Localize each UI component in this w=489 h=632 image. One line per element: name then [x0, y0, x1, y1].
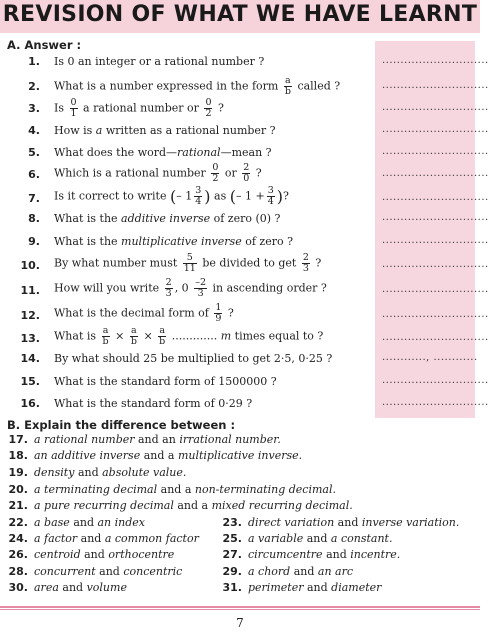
answer-blank: ............................. — [382, 192, 489, 203]
question-text: What is the decimal form of $\frac{1}{9}$ ? — [54, 302, 234, 324]
question-text: What is $\frac{a}{b}$ × $\frac{a}{b}$ × $\frac{a}{b}$ ............. m times equal to ? — [54, 325, 324, 347]
footer-rule — [0, 606, 480, 608]
answer-blank: ............................. — [382, 146, 489, 157]
difference-item-21: 21. a pure recurring decimal and a mixed recurring decimal. — [8, 499, 353, 512]
answer-blank: ............................. — [382, 55, 489, 66]
difference-item-29: 29. a chord and an arc — [222, 565, 354, 578]
difference-item-19: 19. density and absolute value. — [8, 466, 187, 479]
page-title: REVISION OF WHAT WE HAVE LEARNT — [2, 2, 478, 27]
fraction: $\frac{5}{11}$ — [183, 252, 196, 274]
fraction: $\frac{2}{3}$ — [302, 252, 309, 274]
answer-blank: ............................. — [382, 80, 489, 91]
answer-blank: ............................. — [382, 309, 489, 320]
difference-item-26: 26. centroid and orthocentre — [8, 548, 175, 561]
fraction: $\frac{1}{9}$ — [215, 302, 222, 324]
question-number: 4. — [28, 124, 40, 137]
difference-item-27: 27. circumcentre and incentre. — [222, 548, 401, 561]
difference-item-25: 25. a variable and a constant. — [222, 532, 393, 545]
question-text: What does the word—rational—mean ? — [54, 146, 272, 159]
question-text: Is $\frac{0}{1}$ a rational number or $\frac{0}{2}$ ? — [54, 97, 224, 119]
question-number: 12. — [20, 309, 40, 322]
question-text: What is the standard form of 1500000 ? — [54, 375, 277, 388]
answer-blank: ............................. — [382, 124, 489, 135]
answer-blank: ............................. — [382, 375, 489, 386]
difference-item-20: 20. a terminating decimal and a non-terminating decimal. — [8, 483, 336, 496]
fraction: $\frac{3}{4}$ — [195, 185, 202, 207]
difference-item-23: 23. direct variation and inverse variation. — [222, 516, 460, 529]
answer-blank: ............................. — [382, 235, 489, 246]
fraction: $\frac{0}{1}$ — [70, 97, 77, 119]
fraction: $\frac{0}{2}$ — [205, 97, 212, 119]
question-number: 1. — [28, 55, 40, 68]
answer-blank: ............, ............ — [382, 352, 478, 363]
fraction: $\frac{2}{3}$ — [165, 277, 172, 299]
answer-blank: ............................. — [382, 259, 489, 270]
question-text: What is the multiplicative inverse of zero ? — [54, 235, 293, 248]
answer-blank: ............................. — [382, 168, 489, 179]
question-text: What is the standard form of 0·29 ? — [54, 397, 253, 410]
question-number: 3. — [28, 102, 40, 115]
section-b-heading: B. Explain the difference between : — [7, 418, 236, 432]
question-number: 15. — [20, 375, 40, 388]
fraction: $\frac{a}{b}$ — [159, 325, 166, 347]
difference-item-31: 31. perimeter and diameter — [222, 581, 382, 594]
answer-blank: ............................. — [382, 332, 489, 343]
question-number: 5. — [28, 146, 40, 159]
question-number: 6. — [28, 168, 40, 181]
difference-item-17: 17. a rational number and an irrational number. — [8, 433, 281, 446]
question-text: Is 0 an integer or a rational number ? — [54, 55, 265, 68]
fraction: $\frac{2}{0}$ — [243, 162, 250, 184]
question-number: 11. — [20, 284, 40, 297]
question-text: How is a written as a rational number ? — [54, 124, 276, 137]
difference-item-30: 30. area and volume — [8, 581, 127, 594]
section-a-heading: A. Answer : — [7, 38, 82, 52]
answer-blank: ............................. — [382, 102, 489, 113]
question-text: How will you write $\frac{2}{3}$ , 0 $\frac{-2}{3}$ in ascending order ? — [54, 277, 327, 299]
difference-item-22: 22. a base and an index — [8, 516, 145, 529]
answer-blank: ............................. — [382, 397, 489, 408]
question-number: 2. — [28, 80, 40, 93]
question-number: 7. — [28, 192, 40, 205]
fraction: $\frac{a}{b}$ — [284, 75, 291, 97]
question-text: Is it correct to write (– 1 $\frac{3}{4}$ ) as (– 1 + $\frac{3}{4}$ )? — [54, 185, 289, 207]
question-number: 16. — [20, 397, 40, 410]
fraction: $\frac{-2}{3}$ — [195, 277, 206, 299]
fraction: $\frac{a}{b}$ — [130, 325, 137, 347]
fraction: $\frac{a}{b}$ — [102, 325, 109, 347]
question-number: 14. — [20, 352, 40, 365]
question-text: Which is a rational number $\frac{0}{2}$ or $\frac{2}{0}$ ? — [54, 162, 262, 184]
page-number: 7 — [236, 616, 244, 630]
footer-rule-thin — [0, 609, 480, 610]
answer-blank: ............................. — [382, 284, 489, 295]
difference-item-24: 24. a factor and a common factor — [8, 532, 199, 545]
difference-item-28: 28. concurrent and concentric — [8, 565, 183, 578]
fraction: $\frac{0}{2}$ — [212, 162, 219, 184]
question-text: By what should 25 be multiplied to get 2·5, 0·25 ? — [54, 352, 333, 365]
question-text: What is the additive inverse of zero (0) ? — [54, 212, 281, 225]
question-number: 8. — [28, 212, 40, 225]
question-text: By what number must $\frac{5}{11}$ be divided to get $\frac{2}{3}$ ? — [54, 252, 322, 274]
difference-item-18: 18. an additive inverse and a multiplicative inverse. — [8, 449, 303, 462]
question-number: 13. — [20, 332, 40, 345]
answer-blank: ............................. — [382, 212, 489, 223]
fraction: $\frac{3}{4}$ — [267, 185, 274, 207]
question-text: What is a number expressed in the form $\frac{a}{b}$ called ? — [54, 75, 341, 97]
question-number: 9. — [28, 235, 40, 248]
question-number: 10. — [20, 259, 40, 272]
